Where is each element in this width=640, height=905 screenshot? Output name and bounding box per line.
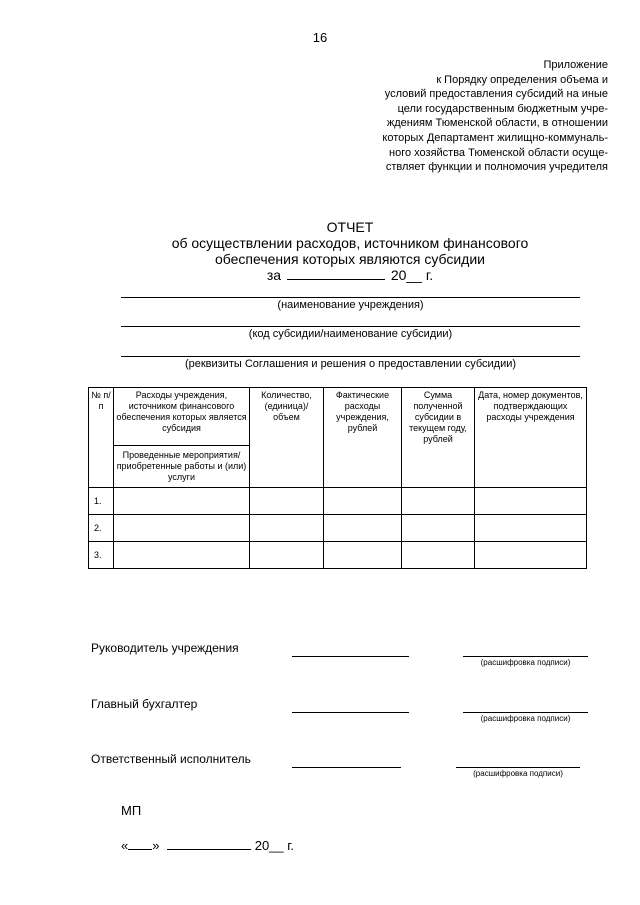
appendix-line: цели государственным бюджетным учре- xyxy=(397,102,608,115)
appendix-line: условий предоставления субсидий на иные xyxy=(384,88,608,101)
table-cell[interactable] xyxy=(250,488,324,515)
executor-label: Ответственный исполнитель xyxy=(91,752,251,766)
executor-decode-line[interactable] xyxy=(456,767,580,768)
table-cell[interactable] xyxy=(250,542,324,569)
row-number: 2. xyxy=(89,515,114,542)
table-cell[interactable] xyxy=(475,488,587,515)
period-year: 20__ г. xyxy=(390,267,434,283)
accountant-signature-line[interactable] xyxy=(292,712,409,713)
appendix-note xyxy=(338,58,608,175)
header-activities: Проведенные мероприятия/ приобретенные работы и (или) услуги xyxy=(114,446,250,488)
head-label: Руководитель учреждения xyxy=(91,641,239,655)
table-cell[interactable] xyxy=(250,515,324,542)
date-open-quote: « xyxy=(121,838,129,853)
table-cell[interactable] xyxy=(475,542,587,569)
date-close-quote: » xyxy=(152,838,160,853)
table-row xyxy=(89,542,587,569)
table-cell[interactable] xyxy=(324,488,402,515)
signing-date xyxy=(121,836,294,853)
table-cell[interactable] xyxy=(114,542,250,569)
institution-caption: (наименование учреждения) xyxy=(277,299,424,311)
agreement-line[interactable] xyxy=(121,356,580,357)
table-row xyxy=(89,488,587,515)
subsidy-code-line[interactable] xyxy=(121,326,580,327)
table-cell[interactable] xyxy=(402,515,475,542)
report-title-line2: обеспечения которых являются субсидии xyxy=(215,251,485,267)
report-table xyxy=(88,387,587,569)
report-title-line1: об осуществлении расходов, источником финансового xyxy=(171,235,529,251)
header-documents: Дата, номер документов, подтверждающих расходы учреждения xyxy=(475,388,587,488)
header-actual: Фактические расходы учреждения, рублей xyxy=(324,388,402,488)
appendix-line: ного хозяйства Тюменской области осуще- xyxy=(389,146,608,159)
appendix-line: Приложение xyxy=(543,59,608,71)
head-decode-caption: (расшифровка подписи) xyxy=(480,658,571,667)
date-day-blank[interactable] xyxy=(128,836,152,850)
institution-line[interactable] xyxy=(121,297,580,298)
table-cell[interactable] xyxy=(402,488,475,515)
table-row xyxy=(89,515,587,542)
period-prefix: за xyxy=(266,267,282,283)
appendix-line: которых Департамент жилищно-коммуналь- xyxy=(382,131,608,144)
subsidy-code-caption: (код субсидии/наименование субсидии) xyxy=(248,328,453,340)
header-expenses: Расходы учреждения, источником финансового обеспечения которых является субсидия xyxy=(114,388,250,446)
period-blank[interactable] xyxy=(287,267,385,280)
table-cell[interactable] xyxy=(114,488,250,515)
executor-decode-caption: (расшифровка подписи) xyxy=(473,769,563,778)
report-heading: ОТЧЕТ xyxy=(326,219,374,235)
table-cell[interactable] xyxy=(114,515,250,542)
row-number: 3. xyxy=(89,542,114,569)
table-cell[interactable] xyxy=(475,515,587,542)
executor-signature-line[interactable] xyxy=(292,767,401,768)
header-received: Сумма полученной субсидии в текущем году, рублей xyxy=(402,388,475,488)
accountant-decode-caption: (расшифровка подписи) xyxy=(480,714,571,723)
table-cell[interactable] xyxy=(324,542,402,569)
date-month-blank[interactable] xyxy=(167,836,251,850)
row-number: 1. xyxy=(89,488,114,515)
table-cell[interactable] xyxy=(324,515,402,542)
table-cell[interactable] xyxy=(402,542,475,569)
accountant-decode-line[interactable] xyxy=(463,712,588,713)
page-number: 16 xyxy=(312,30,328,45)
date-year: 20__ г. xyxy=(254,838,295,853)
appendix-line: ствляет функции и полномочия учредителя xyxy=(385,161,608,174)
appendix-line: к Порядку определения объема и xyxy=(436,73,608,86)
agreement-caption: (реквизиты Соглашения и решения о предоставлении субсидии) xyxy=(184,358,517,370)
report-period xyxy=(0,267,640,283)
stamp-placeholder: МП xyxy=(121,803,142,818)
accountant-label: Главный бухгалтер xyxy=(91,697,198,711)
appendix-line: ждениям Тюменской области, в отношении xyxy=(386,117,608,130)
head-decode-line[interactable] xyxy=(463,656,588,657)
header-num: № п/п xyxy=(89,388,114,488)
header-quantity: Количество, (единица)/ объем xyxy=(250,388,324,488)
head-signature-line[interactable] xyxy=(292,656,409,657)
